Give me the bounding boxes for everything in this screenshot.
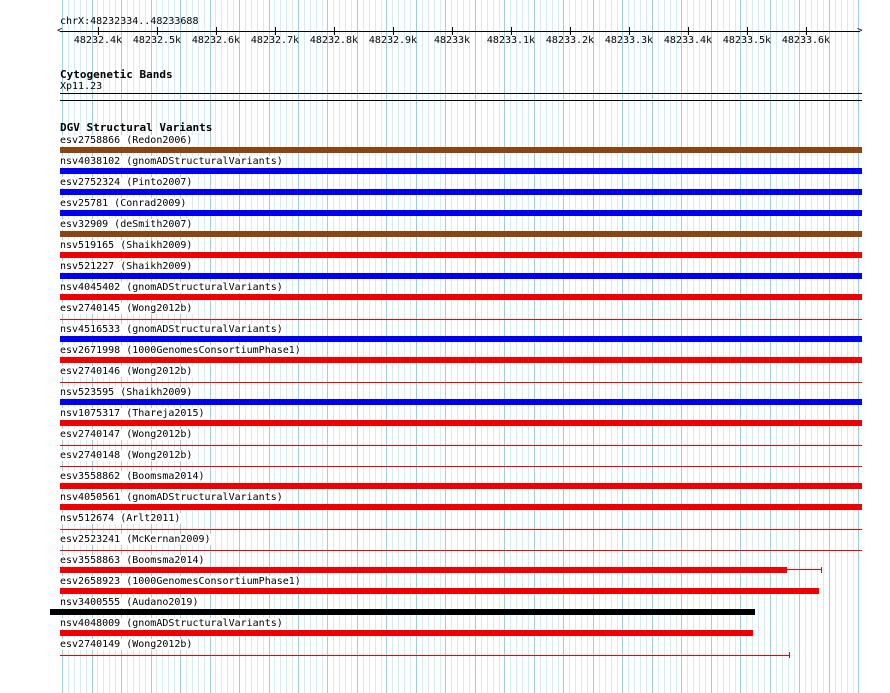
dgv-feature-label: esv2740145 (Wong2012b)	[60, 303, 193, 314]
dgv-feature-label: nsv519165 (Shaikh2009)	[60, 240, 193, 251]
dgv-feature-bar[interactable]	[50, 609, 755, 615]
dgv-feature-label: nsv523595 (Shaikh2009)	[60, 387, 193, 398]
dgv-feature-bar[interactable]	[60, 630, 753, 636]
dgv-feature-bar[interactable]	[60, 273, 862, 279]
ruler-tick-label: 48232.7k	[250, 35, 300, 46]
dgv-feature-label: esv3558863 (Boomsma2014)	[60, 555, 205, 566]
ruler-tick-label: 48232.4k	[73, 35, 123, 46]
dgv-feature-bar[interactable]	[60, 466, 862, 467]
dgv-feature-bar[interactable]	[60, 336, 862, 342]
dgv-feature-bar[interactable]	[60, 319, 862, 320]
dgv-feature-bar[interactable]	[60, 357, 862, 363]
dgv-feature-label: esv2658923 (1000GenomesConsortiumPhase1)	[60, 576, 301, 587]
track-divider	[60, 100, 862, 101]
ruler-tick	[747, 27, 748, 35]
dgv-feature-label: esv2740146 (Wong2012b)	[60, 366, 193, 377]
dgv-feature-bar[interactable]	[60, 231, 862, 237]
dgv-feature-label: esv3558862 (Boomsma2014)	[60, 471, 205, 482]
dgv-feature-end-cap	[821, 567, 822, 573]
ruler-tick	[393, 27, 394, 35]
dgv-feature-bar[interactable]	[60, 189, 862, 195]
dgv-feature-bar[interactable]	[60, 550, 862, 551]
dgv-feature-bar[interactable]	[60, 483, 862, 489]
dgv-feature-bar[interactable]	[60, 147, 862, 153]
cytoband-bar[interactable]	[60, 93, 862, 94]
grid-line	[823, 0, 824, 693]
ruler-tick	[570, 27, 571, 35]
dgv-feature-bar[interactable]	[60, 588, 819, 594]
dgv-feature-label: nsv512674 (Arlt2011)	[60, 513, 181, 524]
dgv-feature-bar[interactable]	[60, 567, 787, 573]
ruler-tick-label: 48232.9k	[368, 35, 418, 46]
cytoband-track-title: Cytogenetic Bands	[60, 68, 173, 81]
grid-line	[847, 0, 848, 693]
grid-line	[853, 0, 854, 693]
ruler-tick	[216, 27, 217, 35]
ruler-tick	[334, 27, 335, 35]
dgv-feature-bar[interactable]	[60, 504, 862, 510]
grid-line	[841, 0, 842, 693]
ruler-left-arrow-icon: <	[57, 26, 63, 36]
ruler-axis	[60, 31, 860, 32]
ruler-tick-label: 48233.5k	[722, 35, 772, 46]
dgv-feature-bar[interactable]	[60, 382, 862, 383]
dgv-feature-label: nsv3400555 (Audano2019)	[60, 597, 199, 608]
ruler-tick	[511, 27, 512, 35]
dgv-feature-bar[interactable]	[60, 168, 862, 174]
ruler-tick	[275, 27, 276, 35]
dgv-feature-label: nsv1075317 (Thareja2015)	[60, 408, 205, 419]
dgv-feature-label: nsv4050561 (gnomADStructuralVariants)	[60, 492, 283, 503]
dgv-feature-label: nsv4045402 (gnomADStructuralVariants)	[60, 282, 283, 293]
dgv-feature-bar[interactable]	[60, 210, 862, 216]
ruler-tick-label: 48233.6k	[781, 35, 831, 46]
dgv-feature-label: nsv4048009 (gnomADStructuralVariants)	[60, 618, 283, 629]
dgv-feature-bar[interactable]	[60, 655, 789, 656]
dgv-feature-label: nsv4038102 (gnomADStructuralVariants)	[60, 156, 283, 167]
dgv-feature-label: esv2671998 (1000GenomesConsortiumPhase1)	[60, 345, 301, 356]
ruler-tick-label: 48233.2k	[545, 35, 595, 46]
ruler-tick-label: 48233k	[433, 35, 471, 46]
dgv-feature-label: esv2740147 (Wong2012b)	[60, 429, 193, 440]
dgv-feature-bar[interactable]	[60, 399, 862, 405]
dgv-feature-label: esv2752324 (Pinto2007)	[60, 177, 193, 188]
grid-line	[835, 0, 836, 693]
ruler-tick-label: 48232.6k	[191, 35, 241, 46]
dgv-feature-label: esv2758866 (Redon2006)	[60, 135, 193, 146]
ruler-tick	[688, 27, 689, 35]
dgv-feature-label: esv25781 (Conrad2009)	[60, 198, 187, 209]
dgv-feature-bar[interactable]	[60, 252, 862, 258]
grid-line	[829, 0, 830, 693]
ruler-right-arrow-icon: >	[857, 26, 863, 36]
ruler-tick-label: 48232.8k	[309, 35, 359, 46]
dgv-feature-bar[interactable]	[60, 294, 862, 300]
dgv-feature-bar[interactable]	[60, 420, 862, 426]
dgv-feature-label: esv2740149 (Wong2012b)	[60, 639, 193, 650]
ruler-tick-label: 48233.3k	[604, 35, 654, 46]
ruler-tick	[806, 27, 807, 35]
dgv-feature-label: nsv4516533 (gnomADStructuralVariants)	[60, 324, 283, 335]
dgv-feature-label: nsv521227 (Shaikh2009)	[60, 261, 193, 272]
dgv-feature-label: esv2523241 (McKernan2009)	[60, 534, 211, 545]
ruler-tick	[629, 27, 630, 35]
locus-label: chrX:48232334..48233688	[60, 16, 199, 27]
cytoband-label: Xp11.23	[60, 81, 103, 92]
ruler-tick	[452, 27, 453, 35]
ruler-tick-label: 48232.5k	[132, 35, 182, 46]
dgv-feature-bar[interactable]	[60, 529, 862, 530]
dgv-feature-label: esv32909 (deSmith2007)	[60, 219, 193, 230]
ruler-tick	[157, 27, 158, 35]
ruler-tick	[98, 27, 99, 35]
dgv-feature-label: esv2740148 (Wong2012b)	[60, 450, 193, 461]
grid-line	[858, 0, 859, 693]
dgv-track-title: DGV Structural Variants	[60, 121, 213, 134]
dgv-feature-tail	[787, 569, 821, 570]
ruler-tick-label: 48233.4k	[663, 35, 713, 46]
dgv-feature-bar[interactable]	[60, 445, 862, 446]
dgv-feature-end-cap	[789, 652, 790, 658]
ruler-tick-label: 48233.1k	[486, 35, 536, 46]
